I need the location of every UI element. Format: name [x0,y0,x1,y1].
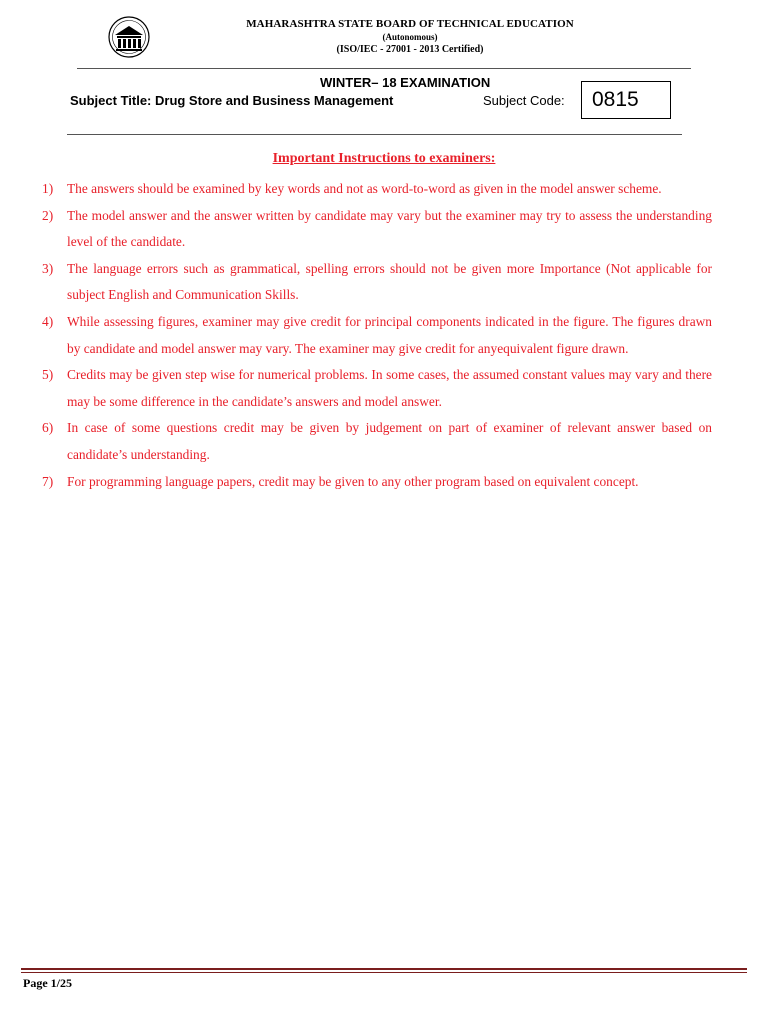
list-item [42,362,712,415]
page-number: Page 1/25 [23,976,72,990]
item-text: Credits may be given step wise for numerical problems. In some cases, the assumed constant values may vary and there may be some difference in the candidate’s answers and model answer. [67,367,712,409]
item-number: 2) [42,207,54,223]
item-number: 4) [42,313,54,329]
instructions-list [42,176,712,495]
list-item [42,176,712,203]
item-number: 7) [42,473,54,489]
msbte-logo-icon [107,15,151,59]
header-divider [77,68,691,69]
footer-divider-thin [21,972,747,973]
item-text: For programming language papers, credit may be given to any other program based on equivalent concept. [67,473,639,489]
list-item [42,203,712,256]
footer-divider [21,968,747,970]
item-text: The answers should be examined by key words and not as word-to-word as given in the model answer scheme. [67,181,662,196]
subject-divider [67,134,682,135]
item-number: 3) [42,260,54,276]
list-item [42,469,712,496]
item-text: While assessing figures, examiner may give credit for principal components indicated in the figure. The figures drawn by candidate and model answer may vary. The examiner may give credit for anyequivalent figure drawn. [67,313,712,356]
item-text: The model answer and the answer written by candidate may vary but the examiner may try to assess the understanding level of the candidate. [67,207,712,250]
item-number: 6) [42,420,54,436]
item-text: The language errors such as grammatical, spelling errors should not be given more Importance (Not applicable for subject English and Communication Skills. [67,260,712,303]
list-item [42,415,712,468]
list-item [42,256,712,309]
subject-code-box: 0815 [581,81,671,119]
subject-title: Subject Title: Drug Store and Business Management [70,93,394,108]
board-status: (Autonomous) [382,32,438,42]
item-text: In case of some questions credit may be given by judgement on part of examiner of relevant answer based on candidate’s understanding. [67,420,712,462]
instructions-heading: Important Instructions to examiners: [272,151,496,166]
item-number: 5) [42,367,54,383]
list-item [42,309,712,362]
subject-code-label: Subject Code: [483,93,565,108]
item-number: 1) [42,181,54,196]
board-name: MAHARASHTRA STATE BOARD OF TECHNICAL EDUCATION [246,18,574,30]
certification-text: (ISO/IEC - 27001 - 2013 Certified) [336,44,484,55]
exam-title: WINTER– 18 EXAMINATION [320,75,491,90]
